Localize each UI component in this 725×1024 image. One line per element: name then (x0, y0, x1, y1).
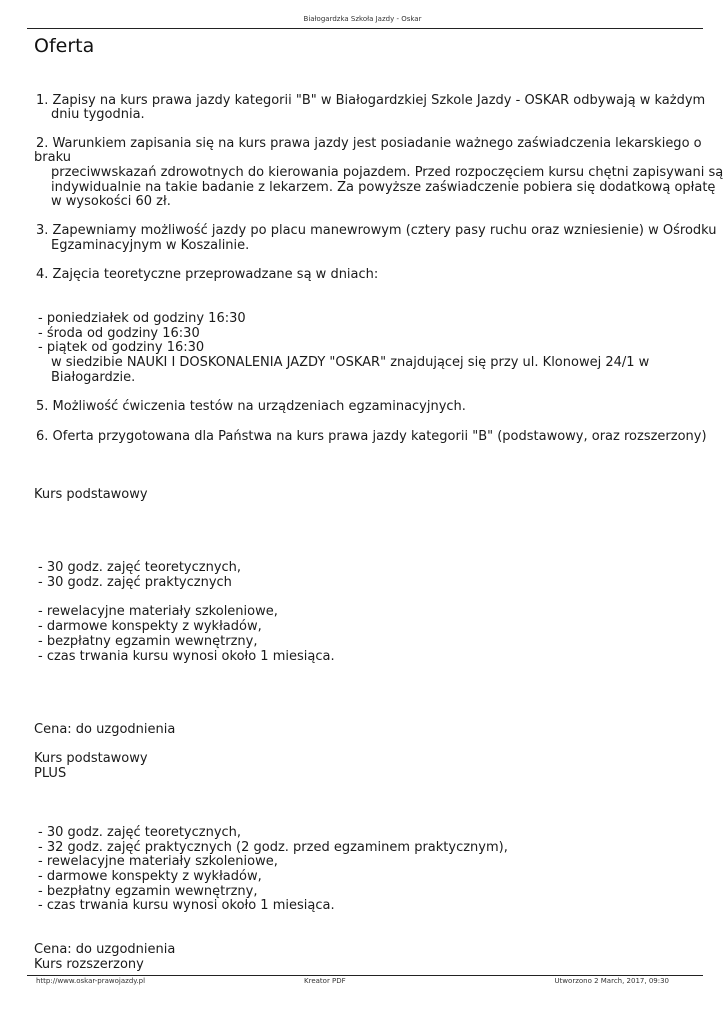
item-6: 6. Oferta przygotowana dla Państwa na kurs prawa jazdy kategorii "B" (podstawowy, oraz rozszerzony) (36, 429, 707, 444)
course-plus-item-2: - 32 godz. zajęć praktycznych (2 godz. przed egzaminem praktycznym), (38, 840, 508, 855)
course-basic-hours-practice: - 30 godz. zajęć praktycznych (38, 575, 232, 590)
course-plus-item-1: - 30 godz. zajęć teoretycznych, (38, 825, 242, 840)
course-extended-heading: Kurs rozszerzony (34, 957, 144, 972)
schedule-monday: - poniedziałek od godziny 16:30 (38, 311, 246, 326)
item-1-line-2: dniu tygodnia. (51, 107, 145, 122)
footer-divider (27, 975, 703, 976)
schedule-location-line-1: w siedzibie NAUKI I DOSKONALENIA JAZDY "OSKAR" znajdującej się przy ul. Klonowej 24/1 w (51, 355, 650, 370)
course-basic-price: Cena: do uzgodnienia (34, 722, 176, 737)
item-2-line-5: w wysokości 60 zł. (51, 194, 171, 209)
item-2-line-4: indywidualnie na takie badanie z lekarzem. Za powyższe zaświadczenie pobiera się dodatkową opłatę (51, 180, 716, 195)
item-3-line-1: 3. Zapewniamy możliwość jazdy po placu manewrowym (cztery pasy ruchu oraz wzniesienie) w Ośrodku (36, 223, 717, 238)
course-plus-item-6: - czas trwania kursu wynosi około 1 miesiąca. (38, 898, 335, 913)
page-title: Oferta (34, 35, 95, 57)
header-divider (27, 28, 703, 29)
course-basic-heading: Kurs podstawowy (34, 487, 148, 502)
item-3-line-2: Egzaminacyjnym w Koszalinie. (51, 238, 250, 253)
course-plus-heading-line-1: Kurs podstawowy (34, 751, 148, 766)
course-basic-feature-3: - bezpłatny egzamin wewnętrzny, (38, 634, 258, 649)
course-plus-item-3: - rewelacyjne materiały szkoleniowe, (38, 854, 278, 869)
course-basic-feature-2: - darmowe konspekty z wykładów, (38, 619, 262, 634)
course-plus-heading-line-2: PLUS (34, 766, 67, 781)
course-basic-feature-1: - rewelacyjne materiały szkoleniowe, (38, 604, 278, 619)
item-1-line-1: 1. Zapisy na kurs prawa jazdy kategorii "B" w Białogardzkiej Szkole Jazdy - OSKAR odbywają w każdym (36, 93, 706, 108)
schedule-location-line-2: Białogardzie. (51, 370, 136, 385)
footer-created-date: Utworzono 2 March, 2017, 09:30 (554, 977, 669, 985)
course-plus-item-5: - bezpłatny egzamin wewnętrzny, (38, 884, 258, 899)
item-4: 4. Zajęcia teoretyczne przeprowadzane są w dniach: (36, 267, 379, 282)
footer-generator: Kreator PDF (304, 977, 346, 985)
schedule-wednesday: - środa od godziny 16:30 (38, 326, 200, 341)
item-2-line-1: 2. Warunkiem zapisania się na kurs prawa jazdy jest posiadanie ważnego zaświadczenia lekarskiego o (36, 136, 702, 151)
item-2-line-3: przeciwwskazań zdrowotnych do kierowania pojazdem. Przed rozpoczęciem kursu chętni zapisywani są (51, 165, 724, 180)
running-header: Białogardzka Szkoła Jazdy - Oskar (303, 15, 422, 23)
item-2-line-2: braku (34, 150, 71, 165)
schedule-friday: - piątek od godziny 16:30 (38, 340, 205, 355)
course-basic-feature-4: - czas trwania kursu wynosi około 1 miesiąca. (38, 649, 335, 664)
course-plus-price: Cena: do uzgodnienia (34, 942, 176, 957)
footer-url-link[interactable]: http://www.oskar-prawojazdy.pl (36, 977, 146, 985)
item-5: 5. Możliwość ćwiczenia testów na urządzeniach egzaminacyjnych. (36, 399, 466, 414)
course-basic-hours-theory: - 30 godz. zajęć teoretycznych, (38, 560, 242, 575)
course-plus-item-4: - darmowe konspekty z wykładów, (38, 869, 262, 884)
